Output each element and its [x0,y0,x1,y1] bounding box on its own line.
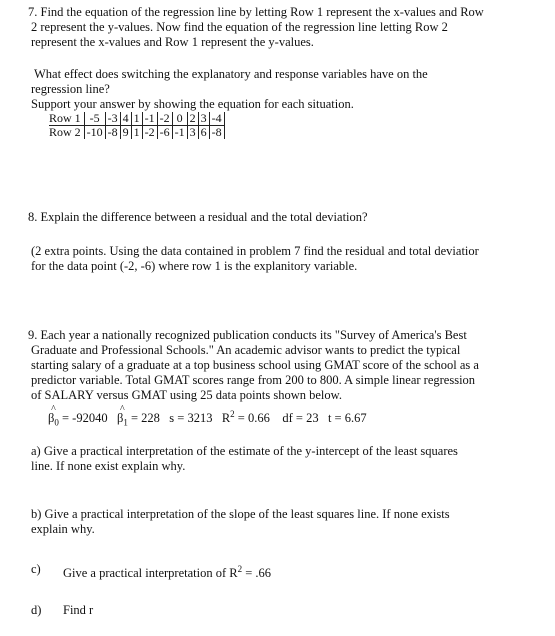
q9b-line-1: b) Give a practical interpretation of the slope of the least squares line. If none exists [31,507,450,521]
q9-line-1: 9. Each year a nationally recognized publication conducts its "Survey of America's Best [28,328,467,342]
table-row-1 [49,112,224,126]
q9c-label: c) [31,562,41,576]
q9a-line-2: line. If none exist explain why. [31,459,186,473]
row1-cell: -1 [142,112,157,126]
q7-line-2: 2 represent the y-values. Now find the equation of the regression line letting Row 2 [31,20,448,34]
row2-cell: -10 [84,126,105,140]
b1-hat-symbol: ^ $\beta_1$ [117,411,128,431]
q7-effect-line-1: What effect does switching the explanatory and response variables have on the [34,67,428,81]
row2-cell: 6 [198,126,209,140]
q7-effect-line-3: Support your answer by showing the equation for each situation. [31,97,354,111]
q9-line-3: starting salary of a graduate at a top business school using GMAT score of the school as a [31,358,479,372]
row2-cell: 3 [187,126,198,140]
row2-cell: -8 [209,126,224,140]
q9-line-2: Graduate and Professional Schools." An academic advisor wants to predict the typical [31,343,461,357]
q9-line-4: predictor variable. Total GMAT scores range from 200 to 800. A simple linear regression [31,373,476,387]
s-value: s = 3213 [169,411,213,426]
q9-line-5: of SALARY versus GMAT using 25 data points shown below. [31,388,342,402]
row2-cell: -8 [105,126,120,140]
row1-cell: -5 [84,112,105,126]
row1-cell: -3 [105,112,120,126]
q8-extra-line-1: (2 extra points. Using the data contained in problem 7 find the residual and total deviatior [31,244,479,258]
row1-cell: -4 [209,112,224,126]
table-row-2 [49,126,224,140]
b1-value: = 228 [127,411,160,426]
r2-superscript: 2 [237,564,243,574]
row2-cell: -2 [142,126,157,140]
row1-cell: 4 [120,112,131,126]
row1-cell: 1 [131,112,142,126]
q7-line-3: represent the x-values and Row 1 represent the y-values. [31,35,314,49]
row1-cell: 2 [187,112,198,126]
row1-cell: 3 [198,112,209,126]
q9d-text: Find r [63,603,94,617]
row1-cell: -2 [157,112,172,126]
q8-question: 8. Explain the difference between a residual and the total deviation? [28,210,368,224]
row2-label: Row 2 [49,125,81,139]
q9b-line-2: explain why. [31,522,95,536]
row2-cell: 1 [131,126,142,140]
q7-line-1: 7. Find the equation of the regression line by letting Row 1 represent the x-values and Row [28,5,484,19]
q8-extra-line-2: for the data point (-2, -6) where row 1 is the explanitory variable. [31,259,358,273]
b0-value: = -92040 [58,411,108,426]
r2-value: = 0.66 [234,411,270,426]
q7-data-table [49,112,225,139]
q9a-line-1: a) Give a practical interpretation of the estimate of the y-intercept of the least squares [31,444,458,458]
df-value: df = 23 [282,411,319,426]
r2-label: $R^2$ [221,409,235,426]
row1-label: Row 1 [49,112,84,126]
q7-effect-line-2: regression line? [31,82,110,96]
q9-regression-stats [48,407,367,431]
row1-cell: 0 [172,112,187,126]
t-value: t = 6.67 [327,411,367,426]
q9d-label: d) [31,603,42,617]
b0-hat-symbol: ^ $\beta_0$ [48,411,59,431]
row2-cell: -6 [157,126,172,140]
q9c-text: Give a practical interpretation of $R^2 = .66$ [63,564,272,581]
row2-cell: -1 [172,126,187,140]
row2-cell: 9 [120,126,131,140]
